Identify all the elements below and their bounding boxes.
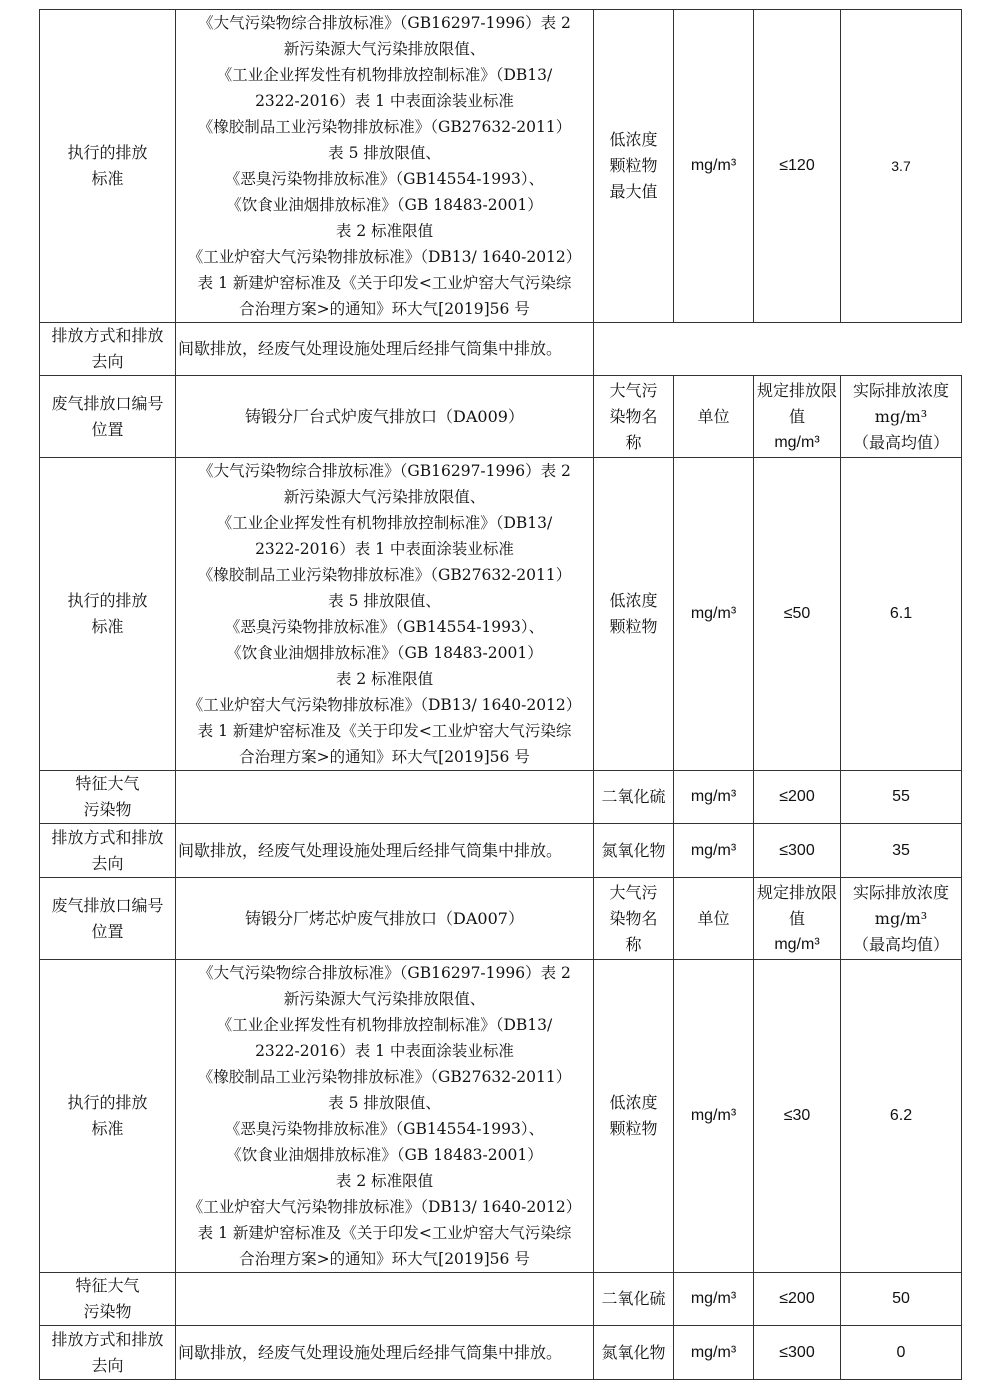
standard-line: 《饮食业油烟排放标准》（GB 18483-2001） — [226, 644, 543, 662]
actual-header-note: （最高均值） — [852, 934, 949, 954]
standard-line: 《大气污染物综合排放标准》（GB16297-1996）表 2 — [198, 462, 571, 480]
discharge-text: 间歇排放，经废气处理设施处理后经排气筒集中排放。 — [176, 824, 594, 878]
limit-header-text: 规定排放限值 — [756, 380, 837, 426]
actual-header-text: 实际排放浓度 mg/m³ — [852, 882, 949, 928]
unit-cell: mg/m³ — [674, 824, 754, 878]
outlet-name: 铸锻分厂烤芯炉废气排放口（DA007） — [176, 878, 594, 960]
standard-line: 新污染源大气污染排放限值、 — [283, 488, 486, 506]
standard-line: 《橡胶制品工业污染物排放标准》（GB27632-2011） — [197, 566, 572, 584]
limit-header — [754, 376, 841, 458]
standard-line: 新污染源大气污染排放限值、 — [283, 40, 486, 58]
standard-line: 表 1 新建炉窑标准及《关于印发<工业炉窑大气污染综 — [197, 722, 572, 740]
pollutant-name-header: 大气污染物名称 — [594, 878, 674, 960]
standard-line: 《大气污染物综合排放标准》（GB16297-1996）表 2 — [198, 964, 571, 982]
standard-line: 2322-2016）表 1 中表面涂装业标准 — [255, 92, 514, 110]
standard-line: 表 5 排放限值、 — [328, 592, 441, 610]
standards-text — [176, 458, 594, 771]
unit-cell: mg/m³ — [674, 771, 754, 824]
limit-cell: ≤50 — [754, 458, 841, 771]
pollutant-name-header: 大气污染物名称 — [594, 376, 674, 458]
standard-line: 《饮食业油烟排放标准》（GB 18483-2001） — [226, 196, 543, 214]
pollutant-name: 氮氧化物 — [594, 1326, 674, 1380]
actual-cell: 35 — [841, 824, 962, 878]
standard-line: 《工业炉窑大气污染物排放标准》（DB13/ 1640-2012） — [187, 248, 582, 266]
actual-cell: 0 — [841, 1326, 962, 1380]
pollutant-name: 氮氧化物 — [594, 824, 674, 878]
actual-cell: 50 — [841, 1273, 962, 1326]
standard-line: 合治理方案>的通知》环大气[2019]56 号 — [239, 300, 530, 318]
limit-cell: ≤120 — [754, 10, 841, 323]
standard-line: 表 5 排放限值、 — [328, 144, 441, 162]
unit-cell: mg/m³ — [674, 10, 754, 323]
standard-line: 表 1 新建炉窑标准及《关于印发<工业炉窑大气污染综 — [197, 274, 572, 292]
blank-cell — [594, 323, 962, 376]
standard-line: 《橡胶制品工业污染物排放标准》（GB27632-2011） — [197, 1068, 572, 1086]
limit-cell: ≤300 — [754, 824, 841, 878]
exec-standard-label: 执行的排放标准 — [40, 960, 176, 1273]
standard-line: 《工业炉窑大气污染物排放标准》（DB13/ 1640-2012） — [187, 696, 582, 714]
discharge-text: 间歇排放，经废气处理设施处理后经排气筒集中排放。 — [176, 1326, 594, 1380]
outlet-name: 铸锻分厂台式炉废气排放口（DA009） — [176, 376, 594, 458]
standard-line: 《工业企业挥发性有机物排放控制标准》（DB13/ — [216, 514, 553, 532]
standard-line: 表 1 新建炉窑标准及《关于印发<工业炉窑大气污染综 — [197, 1224, 572, 1242]
standard-line: 新污染源大气污染排放限值、 — [283, 990, 486, 1008]
standard-line: 《恶臭污染物排放标准》（GB14554-1993）、 — [224, 170, 545, 188]
standard-line: 《大气污染物综合排放标准》（GB16297-1996）表 2 — [198, 14, 571, 32]
actual-header — [841, 878, 962, 960]
standard-line: 合治理方案>的通知》环大气[2019]56 号 — [239, 748, 530, 766]
pollutant-name: 低浓度颗粒物 — [594, 960, 674, 1273]
standard-line: 《工业企业挥发性有机物排放控制标准》（DB13/ — [216, 1016, 553, 1034]
discharge-text: 间歇排放，经废气处理设施处理后经排气筒集中排放。 — [176, 323, 594, 376]
discharge-mode-label: 排放方式和排放去向 — [40, 824, 176, 878]
standard-line: 《工业企业挥发性有机物排放控制标准》（DB13/ — [216, 66, 553, 84]
limit-header-unit: mg/m³ — [774, 935, 820, 953]
empty-cell — [176, 771, 594, 824]
actual-cell: 6.1 — [841, 458, 962, 771]
standard-line: 《工业炉窑大气污染物排放标准》（DB13/ 1640-2012） — [187, 1198, 582, 1216]
outlet-position-label: 废气排放口编号位置 — [40, 376, 176, 458]
limit-header-unit: mg/m³ — [774, 433, 820, 451]
emission-table — [39, 9, 962, 1380]
unit-cell: mg/m³ — [674, 1273, 754, 1326]
unit-header: 单位 — [674, 878, 754, 960]
pollutant-name: 低浓度颗粒物 — [594, 458, 674, 771]
feature-pollutant-label: 特征大气污染物 — [40, 771, 176, 824]
standards-text — [176, 10, 594, 323]
limit-cell: ≤300 — [754, 1326, 841, 1380]
limit-cell: ≤200 — [754, 771, 841, 824]
exec-standard-label: 执行的排放标准 — [40, 10, 176, 323]
unit-cell: mg/m³ — [674, 458, 754, 771]
discharge-mode-label: 排放方式和排放去向 — [40, 1326, 176, 1380]
standard-line: 表 2 标准限值 — [335, 222, 434, 240]
standard-line: 2322-2016）表 1 中表面涂装业标准 — [255, 540, 514, 558]
standard-line: 表 5 排放限值、 — [328, 1094, 441, 1112]
actual-header-text: 实际排放浓度 mg/m³ — [852, 380, 949, 426]
outlet-position-label: 废气排放口编号位置 — [40, 878, 176, 960]
actual-header — [841, 376, 962, 458]
standard-line: 表 2 标准限值 — [335, 1172, 434, 1190]
actual-cell: 3.7 — [841, 10, 962, 323]
pollutant-name: 二氧化硫 — [594, 771, 674, 824]
empty-cell — [176, 1273, 594, 1326]
limit-header-text: 规定排放限值 — [756, 882, 837, 928]
discharge-mode-label: 排放方式和排放去向 — [40, 323, 176, 376]
unit-cell: mg/m³ — [674, 1326, 754, 1380]
standard-line: 合治理方案>的通知》环大气[2019]56 号 — [239, 1250, 530, 1268]
standard-line: 《橡胶制品工业污染物排放标准》（GB27632-2011） — [197, 118, 572, 136]
limit-header — [754, 878, 841, 960]
feature-pollutant-label: 特征大气污染物 — [40, 1273, 176, 1326]
actual-header-note: （最高均值） — [852, 432, 949, 452]
actual-cell: 55 — [841, 771, 962, 824]
standard-line: 2322-2016）表 1 中表面涂装业标准 — [255, 1042, 514, 1060]
limit-cell: ≤30 — [754, 960, 841, 1273]
standard-line: 表 2 标准限值 — [335, 670, 434, 688]
standard-line: 《饮食业油烟排放标准》（GB 18483-2001） — [226, 1146, 543, 1164]
standard-line: 《恶臭污染物排放标准》（GB14554-1993）、 — [224, 618, 545, 636]
standard-line: 《恶臭污染物排放标准》（GB14554-1993）、 — [224, 1120, 545, 1138]
unit-header: 单位 — [674, 376, 754, 458]
exec-standard-label: 执行的排放标准 — [40, 458, 176, 771]
pollutant-name: 二氧化硫 — [594, 1273, 674, 1326]
unit-cell: mg/m³ — [674, 960, 754, 1273]
standards-text — [176, 960, 594, 1273]
actual-cell: 6.2 — [841, 960, 962, 1273]
limit-cell: ≤200 — [754, 1273, 841, 1326]
pollutant-name: 低浓度颗粒物最大值 — [594, 10, 674, 323]
